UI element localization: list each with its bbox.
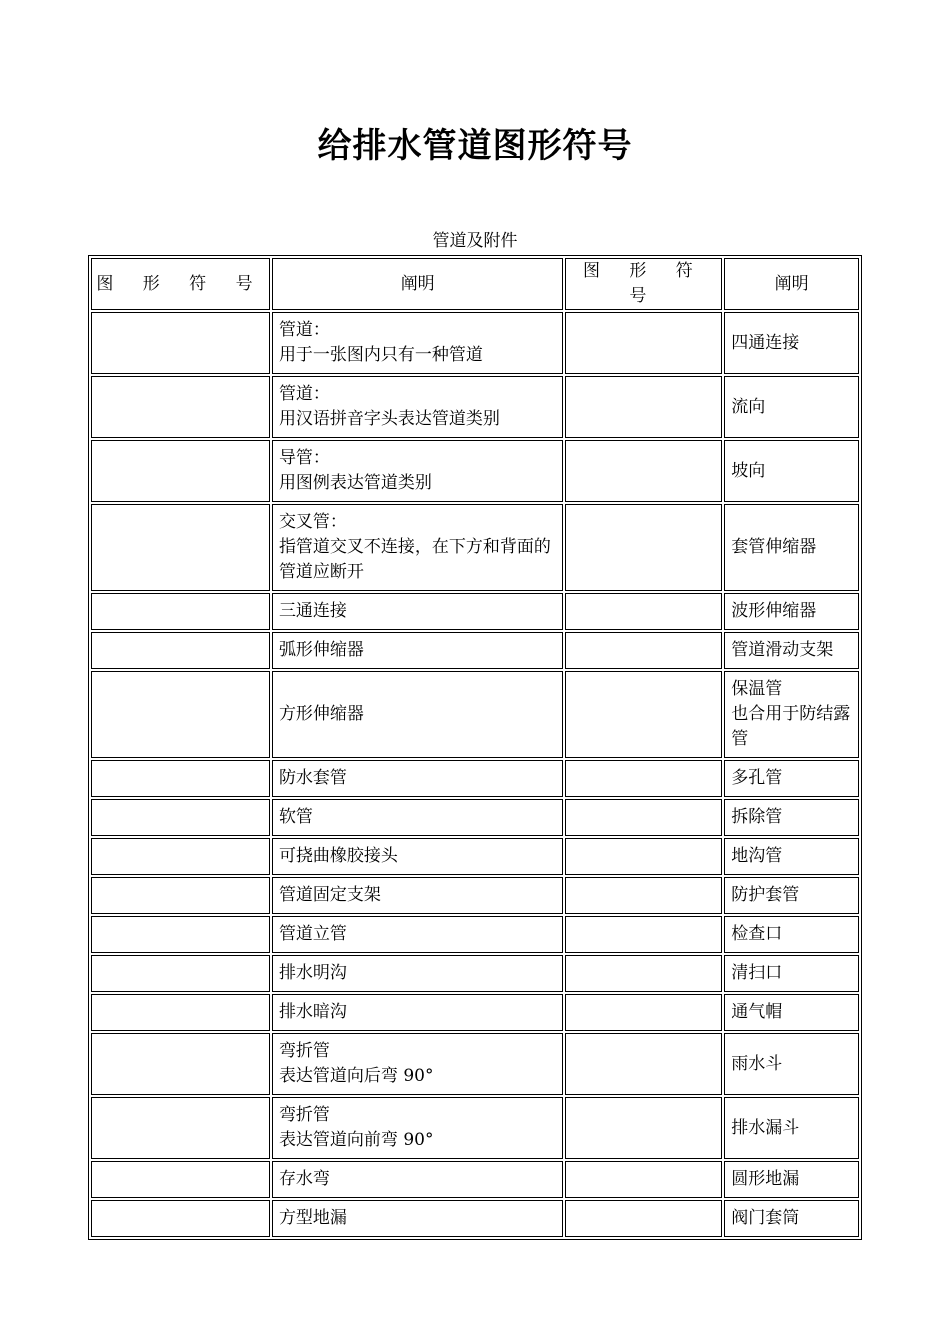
symbol-cell-right [565,593,722,630]
symbol-cell-right [565,1200,722,1237]
symbol-cell-left [91,593,270,630]
symbol-cell-left [91,632,270,669]
symbol-cell-left [91,1200,270,1237]
symbol-description: 排水漏斗 [731,1117,800,1138]
description-cell-left [272,955,564,992]
description-cell-left [272,760,564,797]
table-row [91,1033,859,1095]
description-cell-right [724,671,859,758]
symbol-cell-right [565,376,722,438]
description-cell-left [272,994,564,1031]
symbol-cell-left [91,312,270,374]
symbol-description: 排水暗沟 [278,1002,347,1022]
description-cell-right [724,593,859,630]
symbol-description: 地沟管 [731,846,783,866]
symbol-description: 排水明沟 [278,963,347,983]
symbol-description: 方形伸缩器 [278,704,364,724]
symbol-description: 可挠曲橡胶接头 [278,846,398,866]
table-row [91,955,859,992]
symbol-description: 套管伸缩器 [731,537,817,557]
symbol-description: 通气帽 [731,1002,783,1022]
table-row [91,799,859,836]
symbol-cell-right [565,760,722,797]
symbol-description: 管道： 用汉语拼音字头表达管道类别 [278,384,500,429]
symbol-cell-right [565,838,722,875]
header-description-right: 阐明 [724,258,859,310]
symbol-description: 多孔管 [731,768,783,788]
symbol-description: 坡向 [731,460,766,481]
symbol-description: 管道： 用于一张图内只有一种管道 [278,320,483,365]
description-cell-right [724,916,859,953]
description-cell-right [724,1200,859,1237]
symbol-cell-left [91,376,270,438]
symbol-cell-left [91,799,270,836]
symbol-cell-left [91,1161,270,1198]
symbol-cell-left [91,760,270,797]
symbol-cell-left [91,440,270,502]
symbol-cell-right [565,799,722,836]
symbol-description: 软管 [278,807,313,827]
symbol-cell-left [91,994,270,1031]
table-header-row [91,258,859,310]
description-cell-left [272,376,564,438]
symbol-description: 弧形伸缩器 [278,640,364,660]
symbol-description: 保温管 也合用于防结露管 [731,679,851,749]
description-cell-left [272,1097,564,1159]
symbol-description: 阀门套筒 [731,1208,800,1228]
description-cell-left [272,877,564,914]
table-body [91,312,859,1237]
symbol-cell-right [565,1097,722,1159]
symbol-cell-right [565,1033,722,1095]
symbols-table [88,255,862,1240]
table-row [91,593,859,630]
symbol-cell-left [91,916,270,953]
symbol-description: 管道固定支架 [278,885,381,905]
table-row [91,877,859,914]
description-cell-left [272,312,564,374]
description-cell-right [724,1033,859,1095]
symbol-cell-left [91,838,270,875]
description-cell-left [272,671,564,758]
description-cell-right [724,440,859,502]
symbol-description: 方型地漏 [278,1208,347,1228]
symbol-cell-right [565,877,722,914]
description-cell-left [272,1033,564,1095]
table-row [91,1200,859,1237]
symbol-description: 三通连接 [278,601,347,621]
description-cell-right [724,760,859,797]
symbol-description: 管道滑动支架 [731,640,834,660]
header-symbol-right: 图 形 符 号 [565,258,722,310]
header-symbol-left: 图 形 符 号 [91,258,270,310]
description-cell-right [724,376,859,438]
symbol-description: 管道立管 [278,924,347,944]
symbol-description: 交叉管： 指管道交叉不连接，在下方和背面的管道应断开 [278,512,551,582]
symbol-cell-left [91,877,270,914]
symbol-description: 导管： 用图例表达管道类别 [278,448,432,493]
table-row [91,1097,859,1159]
symbol-cell-left [91,1097,270,1159]
symbol-description: 流向 [731,396,766,417]
description-cell-right [724,877,859,914]
table-row [91,312,859,374]
description-cell-left [272,632,564,669]
table-row [91,1161,859,1198]
table-row [91,994,859,1031]
symbol-description: 清扫口 [731,963,783,983]
table-row [91,504,859,591]
table-row [91,440,859,502]
symbol-description: 弯折管 表达管道向后弯 90° [278,1041,434,1086]
symbol-description: 圆形地漏 [731,1169,800,1189]
symbol-cell-left [91,955,270,992]
symbol-description: 防护套管 [731,885,800,905]
description-cell-left [272,916,564,953]
symbol-cell-right [565,440,722,502]
table-row [91,838,859,875]
table-row [91,671,859,758]
symbol-cell-right [565,504,722,591]
symbol-description: 检查口 [731,924,783,944]
description-cell-right [724,312,859,374]
symbol-cell-right [565,916,722,953]
description-cell-right [724,632,859,669]
description-cell-right [724,1161,859,1198]
table-row [91,376,859,438]
table-row [91,632,859,669]
symbol-cell-right [565,1161,722,1198]
symbol-cell-right [565,994,722,1031]
description-cell-left [272,504,564,591]
symbol-cell-left [91,671,270,758]
description-cell-left [272,1200,564,1237]
symbol-cell-right [565,632,722,669]
description-cell-right [724,838,859,875]
symbol-cell-left [91,504,270,591]
symbol-cell-left [91,1033,270,1095]
description-cell-left [272,799,564,836]
symbol-cell-right [565,955,722,992]
symbol-description: 四通连接 [731,332,800,353]
description-cell-left [272,440,564,502]
description-cell-right [724,955,859,992]
table-row [91,760,859,797]
page-title: 给排水管道图形符号 [317,126,633,166]
description-cell-right [724,799,859,836]
symbol-description: 存水弯 [278,1169,330,1189]
symbol-description: 雨水斗 [731,1053,783,1074]
description-cell-left [272,838,564,875]
description-cell-left [272,593,564,630]
table-caption: 管道及附件 [432,231,518,251]
table-row [91,916,859,953]
description-cell-right [724,1097,859,1159]
header-description-left: 阐明 [272,258,564,310]
symbol-description: 弯折管 表达管道向前弯 90° [278,1105,434,1150]
symbol-description: 防水套管 [278,768,347,788]
description-cell-right [724,994,859,1031]
symbol-description: 波形伸缩器 [731,601,817,621]
description-cell-left [272,1161,564,1198]
symbol-description: 拆除管 [731,807,783,827]
symbol-cell-right [565,671,722,758]
symbol-cell-right [565,312,722,374]
description-cell-right [724,504,859,591]
